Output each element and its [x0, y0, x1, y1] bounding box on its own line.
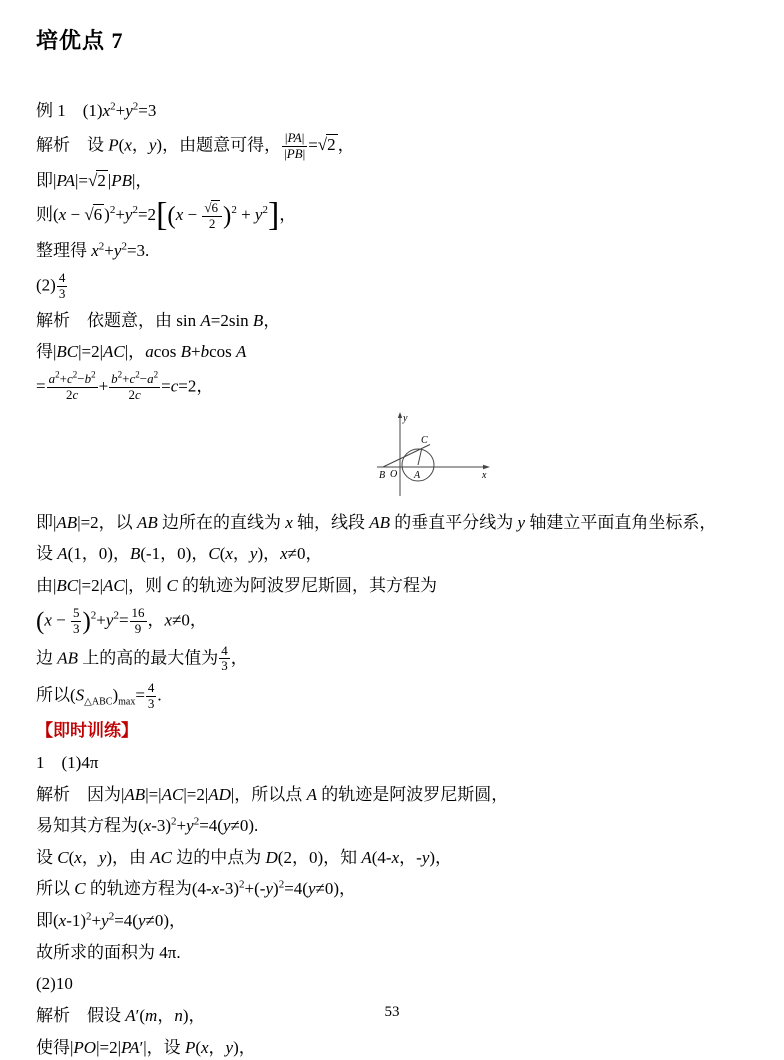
- ex1p2-solution-6: 由|BC|=2|AC|，则 C 的轨迹为阿波罗尼斯圆，其方程为: [36, 575, 438, 595]
- fraction: $\frac{4}{3}$: [147, 680, 155, 712]
- fraction: $\frac{b^2+c^2-a^2}{2c}$: [111, 369, 159, 402]
- ex1p2-solution-4: 即|AB|=2，以 AB 边所在的直线为 x 轴，线段 AB 的垂直平分线为 y 轴建立平面直角坐标系，: [36, 512, 717, 532]
- fraction: $\frac{16}{9}$: [131, 604, 145, 636]
- tangent-line-BC: [383, 444, 430, 467]
- label-y: y: [403, 412, 408, 424]
- ex1p2-solution-9: 所以$(S_{\triangle ABC})_{max}=$ $\frac{4}{3}$ .: [36, 680, 162, 712]
- y-axis-arrow: [398, 412, 402, 418]
- example1-part1-answer: 例 1 $(1)x^2+y^2=3$: [36, 100, 157, 120]
- page-number: 53: [384, 1004, 400, 1020]
- label-x: x: [482, 469, 487, 481]
- radius-AC: [418, 449, 422, 464]
- page-title: 培优点 7: [36, 28, 124, 53]
- instant-training-heading: 【即时训练】: [36, 721, 138, 741]
- radical: √6: [84, 205, 103, 224]
- label-O: O: [390, 468, 398, 480]
- training1-part2-answer: (2)10: [36, 974, 73, 994]
- example1-part2-answer: (2) $\frac{4}{3}$: [36, 269, 66, 301]
- fraction: $\frac{√6}{2}$: [202, 200, 222, 232]
- apollonius-circle-figure: [374, 410, 496, 503]
- fraction: $\frac{4}{3}$: [221, 642, 228, 674]
- fraction: $\frac{5}{3}$: [72, 604, 80, 636]
- ex1p2-solution-5: 设 A(1，0)，B(-1，0)，C(x，y)，x≠0，: [36, 544, 323, 564]
- radical: √2: [87, 170, 106, 190]
- t1p1-solution-4: 所以 C 的轨迹方程为$(4-x-3)^2+(-y)^2=4(y\ne 0)$，: [36, 878, 356, 899]
- training1-part1-answer: 1 (1)4π: [36, 752, 99, 772]
- t1p1-solution-3: 设 C(x，y)，由 AC 边的中点为 D(2，0)，知 A(4-x，-y)，: [36, 847, 453, 867]
- ex1p2-solution-3: = $\frac{a^2+c^2-b^2}{2c}$ + $\frac{b^2+c^2-a^2}{2c}$ =c=2，: [36, 369, 214, 402]
- fraction: $\frac{4}{3}$: [58, 269, 66, 301]
- ex1p1-solution-3: 则(x − √6 )$^2+y^2=2[(x$ − $\frac{√6}{2}$ )$^2 + y^2$]，: [36, 196, 297, 234]
- label-A: A: [414, 469, 421, 481]
- label-B: B: [379, 469, 386, 481]
- fraction: $\frac{a^2+c^2-b^2}{2c}$: [48, 369, 96, 402]
- t1p1-solution-2: 易知其方程为$(x-3)^2+y^2=4(y\ne 0)$.: [36, 815, 259, 836]
- t1p2-solution-2: 使得|PO|=2|PA′|，设 P(x，y)，: [36, 1037, 256, 1057]
- t1p2-solution-1: 解析 假设 A′(m，n)，: [36, 1006, 206, 1026]
- ex1p2-solution-2: 得|BC|=2|AC|，acos B+bcos A: [36, 342, 247, 362]
- t1p1-solution-5: 即$(x-1)^2+y^2=4(y\ne 0)$，: [36, 910, 186, 931]
- ex1p2-solution-8: 边 AB 上的高的最大值为 $\frac{4}{3}$ ，: [36, 642, 248, 674]
- ex1p2-solution-7: (x − $\frac{5}{3}$ )$^2+y^2=$ $\frac{16}{9}$ ，x≠0，: [36, 604, 207, 636]
- coordinate-diagram: [374, 410, 496, 498]
- document-body: [36, 99, 756, 1060]
- fraction: $\frac{|PA|}{|PB|}$: [284, 129, 306, 161]
- label-C: C: [421, 434, 428, 446]
- ex1p2-solution-1: 解析 依题意，由 sin A=2sin B，: [36, 310, 281, 330]
- ex1p1-solution-1: 解析 设 P(x，y)，由题意可得， $\frac{|PA|}{|PB|}$ =√2 ，: [36, 129, 355, 161]
- x-axis-arrow: [483, 465, 490, 469]
- radical: √2: [317, 134, 336, 154]
- t1p1-solution-6: 故所求的面积为 4π.: [36, 942, 181, 962]
- t1p1-solution-1: 解析 因为|AB|=|AC|=2|AD|，所以点 A 的轨迹是阿波罗尼斯圆，: [36, 784, 509, 804]
- radical: √6: [204, 200, 218, 216]
- ex1p1-solution-4: 整理得 $x^2+y^2=3$.: [36, 240, 150, 261]
- ex1p1-solution-2: 即|PA|=√2 |PB|，: [36, 169, 756, 194]
